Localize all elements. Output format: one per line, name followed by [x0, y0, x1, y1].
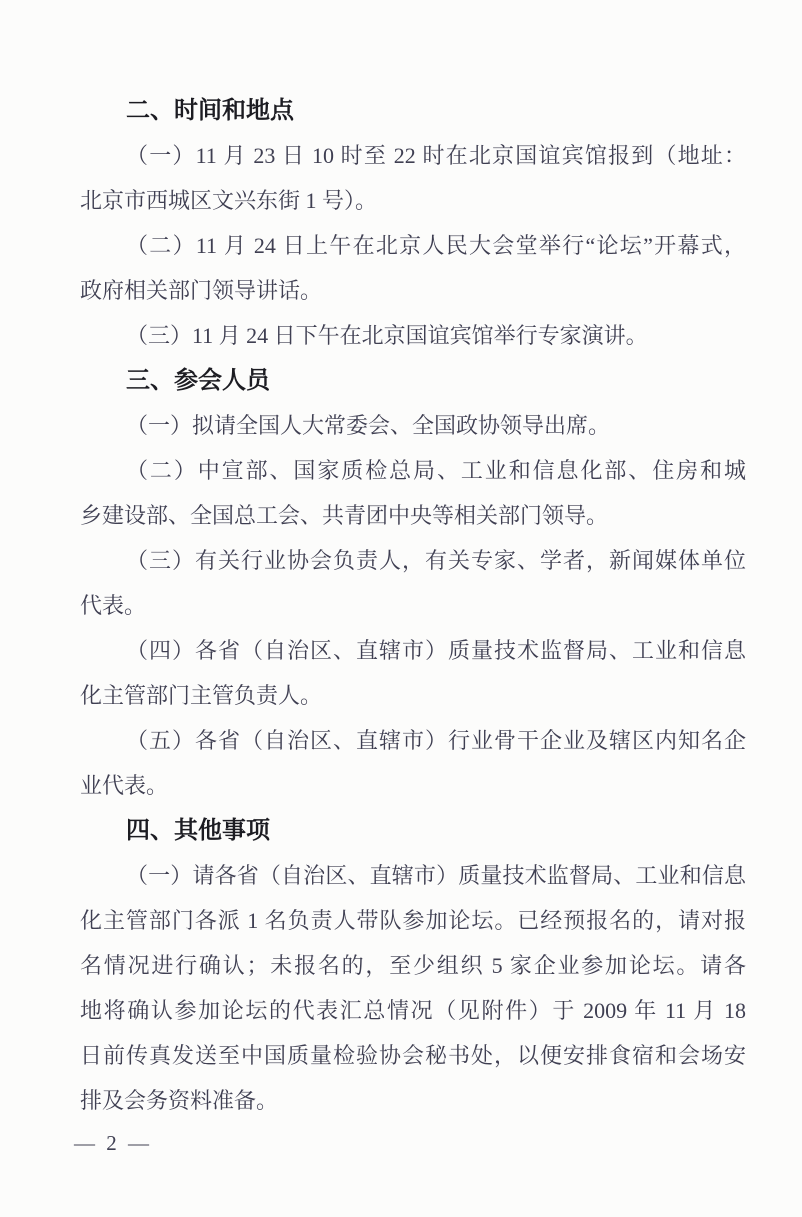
- text-line: 乡建设部、全国总工会、共青团中央等相关部门领导。: [80, 503, 609, 528]
- section-heading-time-location: 二、时间和地点: [126, 97, 294, 124]
- text-line: 地将确认参加论坛的代表汇总情况（见附件）于 2009 年 11 月 18: [80, 998, 746, 1023]
- text-line: 日前传真发送至中国质量检验协会秘书处，以便安排食宿和会场安: [80, 1043, 746, 1068]
- text-line: 化主管部门各派 1 名负责人带队参加论坛。已经预报名的，请对报: [80, 908, 746, 933]
- text-line: 代表。: [80, 593, 147, 618]
- text-line: （二）中宣部、国家质检总局、工业和信息化部、住房和城: [126, 458, 746, 483]
- text-line: （四）各省（自治区、直辖市）质量技术监督局、工业和信息: [126, 638, 746, 663]
- text-line: 名情况进行确认；未报名的，至少组织 5 家企业参加论坛。请各: [80, 953, 746, 978]
- text-line: （一）11 月 23 日 10 时至 22 时在北京国谊宾馆报到（地址：: [126, 143, 746, 168]
- text-line: 化主管部门主管负责人。: [80, 683, 323, 708]
- text-line: （二）11 月 24 日上午在北京人民大会堂举行“论坛”开幕式，: [126, 233, 746, 258]
- text-line: （五）各省（自治区、直辖市）行业骨干企业及辖区内知名企: [126, 728, 746, 753]
- page-number: — 2 —: [74, 1131, 152, 1155]
- text-line: 政府相关部门领导讲话。: [80, 278, 323, 303]
- text-line: 排及会务资料准备。: [80, 1088, 279, 1113]
- document-body: [80, 88, 746, 1123]
- text-line: （一）请各省（自治区、直辖市）质量技术监督局、工业和信息: [126, 863, 746, 888]
- text-line: （三）11 月 24 日下午在北京国谊宾馆举行专家演讲。: [126, 323, 648, 348]
- text-line: 业代表。: [80, 773, 169, 798]
- text-line: （一）拟请全国人大常委会、全国政协领导出席。: [126, 413, 611, 438]
- text-line: （三）有关行业协会负责人，有关专家、学者，新闻媒体单位: [126, 548, 746, 573]
- section-heading-participants: 三、参会人员: [126, 367, 270, 394]
- text-line: 北京市西城区文兴东街 1 号）。: [80, 188, 378, 213]
- section-heading-other-matters: 四、其他事项: [126, 817, 270, 844]
